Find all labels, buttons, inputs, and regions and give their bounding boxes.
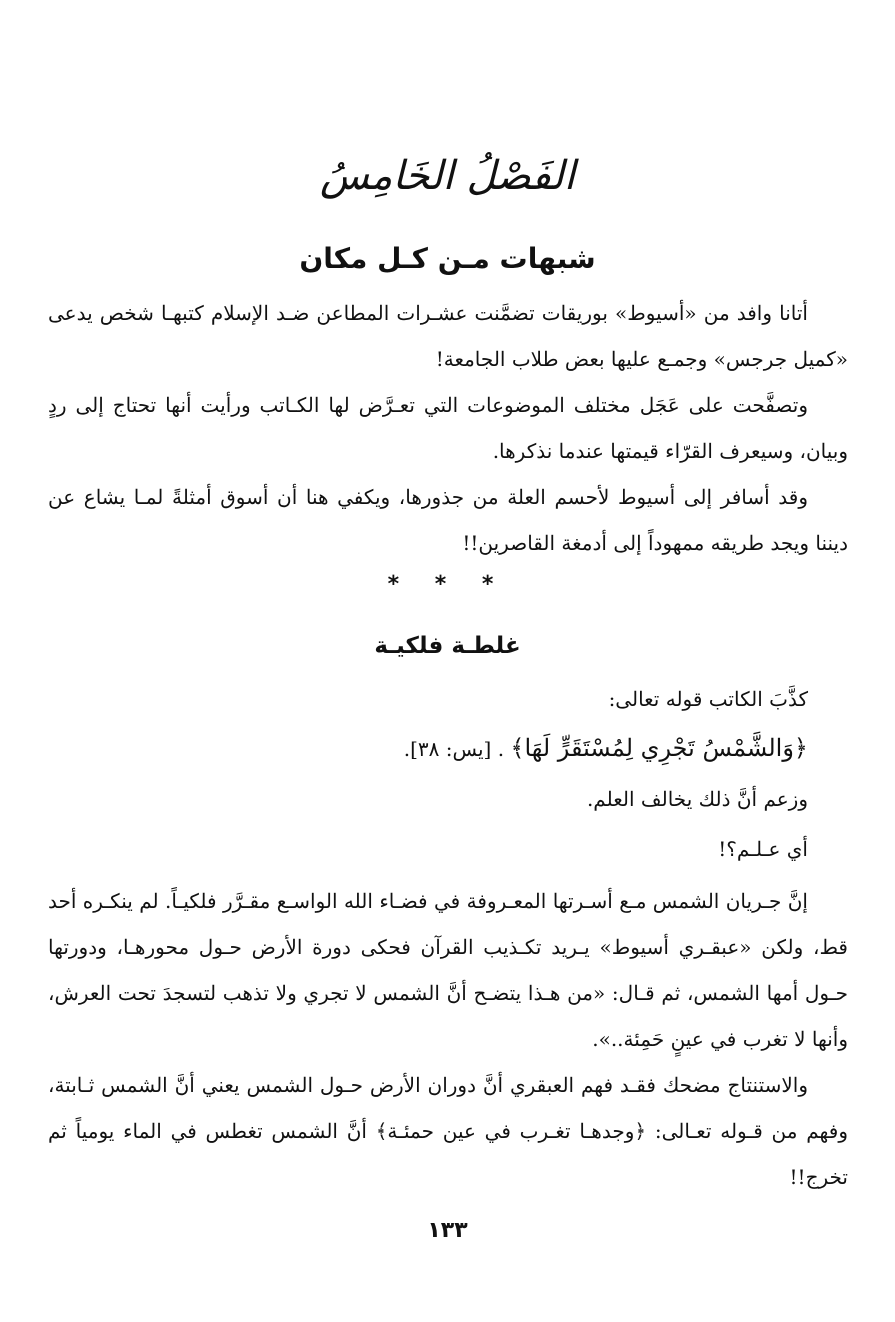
page-number: ١٣٣: [427, 1218, 468, 1243]
claim-line: وزعم أنَّ ذلك يخالف العلم.: [586, 787, 808, 811]
question-line: أي عـلـم؟!: [718, 837, 808, 861]
paragraph: وتصفَّحت على عَجَل مختلف الموضوعات التي تعـرَّض لها الكـاتب ورأيت أنها تحتاج إلى ردٍ وبيان، وسيعرف القرّاء قيمتها عندما نذكرها.: [48, 393, 848, 463]
paragraph: أتانا وافد من «أسيوط» بوريقات تضمَّنت عشـرات المطاعن ضـد الإسلام كتبهـا شخص يدعى «كميل جرجس» وجمـع عليها بعض طلاب الجامعة!: [48, 301, 848, 371]
verse-reference: . [يس: ٣٨].: [403, 737, 505, 761]
intro-text: [48, 290, 848, 566]
paragraph: وقد أسافر إلى أسيوط لأحسم العلة من جذورها، ويكفي هنا أن أسوق أمثلةً لمـا يشاع عن ديننا ويجد طريقه ممهوداً إلى أدمغة القاصرين!!: [48, 485, 848, 555]
separator-asterisks: * * *: [387, 572, 508, 597]
quran-verse: ﴿وَالشَّمْسُ تَجْرِي لِمُسْتَقَرٍّ لَهَا﴾: [510, 734, 808, 762]
body-text: [48, 878, 848, 1200]
subsection-title: غلطـة فلكيـة: [374, 633, 521, 659]
section2-text: [48, 674, 848, 874]
paragraph: إنَّ جـريان الشمس مـع أسـرتها المعـروفة في فضـاء الله الواسـع مقـرَّر فلكيـاً. لم ينكـره أحد قط، ولكن «عبقـري أسيوط» يـريد تكـذيب القرآن فحكى دورة الأرض حـول محورهـا، ودورتها حـول أمها الشمس، ثم قـال: «من هـذا يتضـح أنَّ الشمس لا تجري ولا تذهب لتسجدَ تحت العرش، وأنها لا تغرب في عينٍ حَمِئة..».: [48, 889, 848, 1051]
quran-verse-line: [48, 724, 848, 774]
section-title: شبهات مـن كـل مكان: [299, 242, 596, 275]
intro-line: كذَّبَ الكاتب قوله تعالى:: [608, 687, 808, 711]
chapter-title: الفَصْلُ الخَامِسُ: [320, 153, 575, 199]
paragraph: والاستنتاج مضحك فقـد فهم العبقري أنَّ دوران الأرض حـول الشمس يعني أنَّ الشمس ثـابتة، وفهم من قـوله تعـالى: ﴿وجدهـا تغـرب في عين حمئـة﴾ أنَّ الشمس تغطس في الماء يومياً ثم تخرج!!: [48, 1073, 848, 1189]
